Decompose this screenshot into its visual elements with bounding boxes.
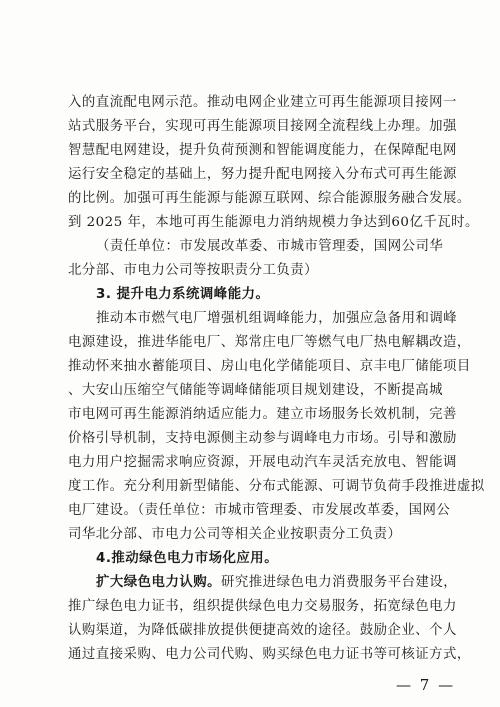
body-line: 认购渠道，为降低碳排放提供便捷高效的途径。鼓励企业、个人: [68, 623, 457, 638]
body-line: 、大安山压缩空气储能等调峰储能项目规划建设，不断提高城: [68, 383, 444, 398]
body-line: 的比例。加强可再生能源与能源互联网、综合能源服务融合发展。: [68, 191, 471, 206]
body-line: 电力用户挖掘需求响应资源，开展电动汽车灵活充放电、智能调: [68, 455, 457, 470]
body-line: 推动本市燃气电厂增强机组调峰能力，加强应急备用和调峰: [96, 311, 458, 326]
bold-lead: 扩大绿色电力认购。: [96, 575, 222, 590]
body-line: 电厂建设。（责任单位：市城市管理委、市发展改革委，国网公: [68, 503, 451, 518]
body-line: 市电网可再生能源消纳适应能力。建立市场服务长效机制，完善: [68, 407, 457, 422]
body-line: 度工作。充分利用新型储能、分布式能源、可调节负荷手段推进虚拟: [68, 479, 485, 494]
responsibility-note: 北分部、市电力公司等按职责分工负责）: [68, 263, 319, 278]
body-line: 入的直流配电网示范。推动电网企业建立可再生能源项目接网一: [68, 95, 457, 110]
body-line: 智慧配电网建设，提升负荷预测和智能调度能力，在保障配电网: [68, 143, 457, 158]
body-line: 司华北分部、市电力公司等相关企业按职责分工负责）: [68, 527, 402, 542]
body-line: 站式服务平台，实现可再生能源项目接网全流程线上办理。加强: [68, 119, 457, 134]
body-line: [96, 574, 458, 592]
body-line: 价格引导机制，支持电源侧主动参与调峰电力市场。引导和激励: [68, 431, 457, 446]
body-line: 推广绿色电力证书，组织提供绿色电力交易服务，拓宽绿色电力: [68, 599, 457, 614]
section-heading: 4.推动绿色电力市场化应用。: [96, 551, 279, 566]
body-line: 电源建设，推进华能电厂、郑常庄电厂等燃气电厂热电解耦改造，: [68, 335, 471, 350]
body-line: 运行安全稳定的基础上，努力提升配电网接入分布式可再生能源: [68, 167, 457, 182]
body-line: 到 2025 年，本地可再生能源电力消纳规模力争达到60亿千瓦时。: [68, 215, 479, 230]
responsibility-note: （责任单位：市发展改革委、市城市管理委，国网公司华: [96, 239, 444, 254]
body-line: 推动怀来抽水蓄能项目、房山电化学储能项目、京丰电厂储能项目: [68, 359, 471, 374]
body-line: 通过直接采购、电力公司代购、购买绿色电力证书等可核证方式，: [68, 647, 471, 662]
page-number: — 7 —: [396, 676, 456, 694]
body-text: 研究推进绿色电力消费服务平台建设，: [221, 575, 458, 590]
section-heading: 3. 提升电力系统调峰能力。: [96, 287, 270, 302]
